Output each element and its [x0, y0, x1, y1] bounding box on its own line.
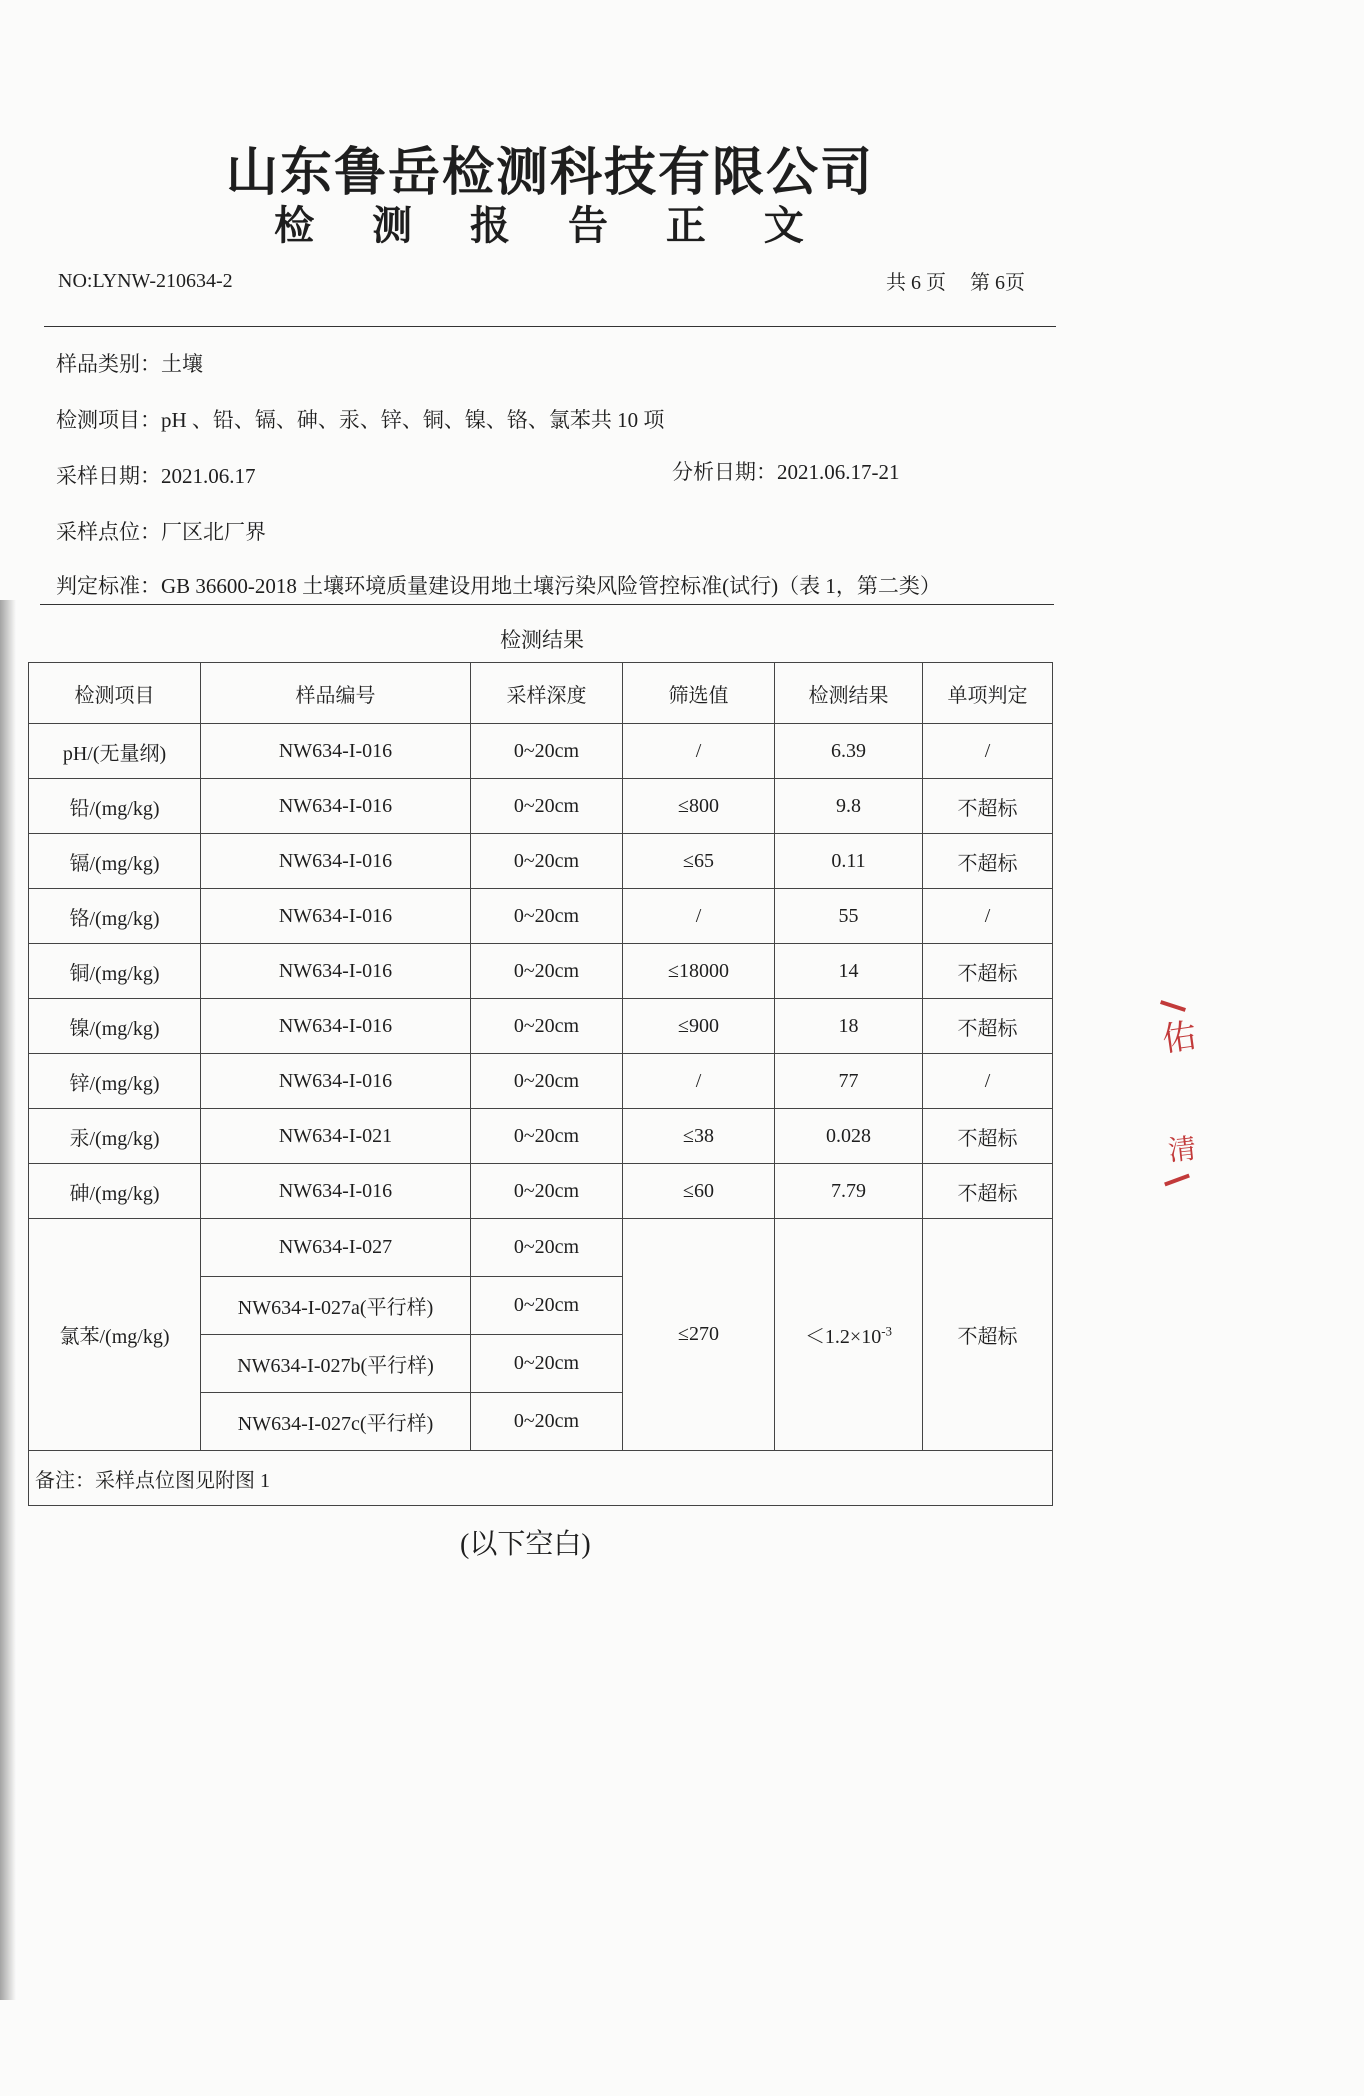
- cell-item: 砷/(mg/kg): [29, 1164, 201, 1219]
- header-judgment: 单项判定: [923, 663, 1053, 724]
- cell-depth: 0~20cm: [471, 724, 623, 779]
- cell-result: 0.11: [775, 834, 923, 889]
- cell-result: 18: [775, 999, 923, 1054]
- cell-sample: NW634-I-027b(平行样): [201, 1335, 471, 1393]
- sampling-site: [56, 516, 266, 546]
- cell-item: 铅/(mg/kg): [29, 779, 201, 834]
- header-result: 检测结果: [775, 663, 923, 724]
- cell-item: pH/(无量纲): [29, 724, 201, 779]
- cell-result: 6.39: [775, 724, 923, 779]
- test-items-label: 检测项目：: [56, 408, 161, 432]
- cell-item: 镉/(mg/kg): [29, 834, 201, 889]
- table-row: [29, 944, 1053, 999]
- cell-screen: ≤65: [623, 834, 775, 889]
- sample-category: [56, 348, 203, 378]
- table-note: 备注：采样点位图见附图 1: [29, 1451, 1053, 1506]
- cell-judgment: 不超标: [923, 944, 1053, 999]
- cell-judgment: 不超标: [923, 1164, 1053, 1219]
- sampling-date: [56, 460, 256, 490]
- stamp-mark: [1164, 1174, 1190, 1187]
- sample-category-label: 样品类别：: [56, 352, 161, 376]
- cell-item: 汞/(mg/kg): [29, 1109, 201, 1164]
- cell-result: 14: [775, 944, 923, 999]
- cell-sample: NW634-I-016: [201, 944, 471, 999]
- cell-screen: ≤800: [623, 779, 775, 834]
- cell-depth: 0~20cm: [471, 779, 623, 834]
- cell-result: 9.8: [775, 779, 923, 834]
- cell-result: 77: [775, 1054, 923, 1109]
- cell-depth: 0~20cm: [471, 889, 623, 944]
- cell-depth: 0~20cm: [471, 1109, 623, 1164]
- sample-category-value: 土壤: [161, 352, 203, 376]
- cell-screen: ≤38: [623, 1109, 775, 1164]
- cell-depth: 0~20cm: [471, 1393, 623, 1451]
- cell-depth: 0~20cm: [471, 999, 623, 1054]
- cell-item: 铬/(mg/kg): [29, 889, 201, 944]
- cell-judgment: /: [923, 1054, 1053, 1109]
- result-base: ＜1.2×10: [804, 1326, 882, 1348]
- sampling-date-value: 2021.06.17: [161, 464, 256, 488]
- cell-judgment: 不超标: [923, 1219, 1053, 1451]
- test-items: [56, 404, 664, 434]
- cell-screen: ≤18000: [623, 944, 775, 999]
- table-note-row: [29, 1451, 1053, 1506]
- results-table: [28, 662, 1053, 1506]
- cell-item: 锌/(mg/kg): [29, 1054, 201, 1109]
- table-row: [29, 999, 1053, 1054]
- cell-sample: NW634-I-027a(平行样): [201, 1277, 471, 1335]
- cell-judgment: 不超标: [923, 779, 1053, 834]
- cell-sample: NW634-I-016: [201, 1164, 471, 1219]
- cell-judgment: 不超标: [923, 1109, 1053, 1164]
- header-sample: 样品编号: [201, 663, 471, 724]
- table-row: [29, 724, 1053, 779]
- cell-sample: NW634-I-016: [201, 834, 471, 889]
- cell-judgment: 不超标: [923, 999, 1053, 1054]
- blank-below-note: (以下空白): [460, 1529, 591, 1560]
- info-divider: [40, 604, 1054, 605]
- test-items-value: pH 、铅、镉、砷、汞、锌、铜、镍、铬、氯苯共 10 项: [161, 408, 665, 432]
- cell-sample: NW634-I-016: [201, 889, 471, 944]
- page-edge-shadow: [0, 600, 16, 2000]
- header-depth: 采样深度: [471, 663, 623, 724]
- report-number: NO:LYNW-210634-2: [58, 270, 233, 292]
- cell-screen: /: [623, 724, 775, 779]
- cell-result: 7.79: [775, 1164, 923, 1219]
- cell-screen: /: [623, 889, 775, 944]
- cell-depth: 0~20cm: [471, 834, 623, 889]
- table-row: [29, 834, 1053, 889]
- table-row: [29, 1164, 1053, 1219]
- table-header-row: [29, 663, 1053, 724]
- stamp-fragment: 清: [1166, 1131, 1198, 1168]
- cell-depth: 0~20cm: [471, 1219, 623, 1277]
- table-row: [29, 1054, 1053, 1109]
- cell-screen: ≤900: [623, 999, 775, 1054]
- judgment-standard-label: 判定标准：: [56, 574, 161, 598]
- analysis-date-label: 分析日期：: [672, 460, 777, 484]
- cell-result: 55: [775, 889, 923, 944]
- analysis-date-value: 2021.06.17-21: [777, 460, 900, 484]
- result-exponent: -3: [881, 1323, 893, 1339]
- cell-judgment: /: [923, 724, 1053, 779]
- cell-item: 镍/(mg/kg): [29, 999, 201, 1054]
- cell-depth: 0~20cm: [471, 944, 623, 999]
- sampling-site-label: 采样点位：: [56, 520, 161, 544]
- analysis-date: [672, 456, 900, 486]
- stamp-fragment: 佑: [1159, 1015, 1200, 1061]
- cell-screen: ≤60: [623, 1164, 775, 1219]
- cell-result: [775, 1219, 923, 1451]
- judgment-standard: [56, 570, 941, 600]
- cell-depth: 0~20cm: [471, 1277, 623, 1335]
- cell-sample: NW634-I-027: [201, 1219, 471, 1277]
- cell-sample: NW634-I-016: [201, 1054, 471, 1109]
- cell-screen: /: [623, 1054, 775, 1109]
- cell-sample: NW634-I-016: [201, 724, 471, 779]
- table-row: [29, 1109, 1053, 1164]
- sampling-date-label: 采样日期：: [56, 464, 161, 488]
- current-page: 第 6页: [970, 272, 1025, 294]
- cell-sample: NW634-I-016: [201, 779, 471, 834]
- cell-depth: 0~20cm: [471, 1054, 623, 1109]
- company-name: 山东鲁岳检测科技有限公司: [225, 142, 874, 203]
- cell-depth: 0~20cm: [471, 1335, 623, 1393]
- cell-screen: ≤270: [623, 1219, 775, 1451]
- cell-item: 氯苯/(mg/kg): [29, 1219, 201, 1451]
- sampling-site-value: 厂区北厂界: [161, 520, 266, 544]
- table-caption: 检测结果: [500, 628, 584, 652]
- total-pages: 共 6 页: [886, 272, 946, 294]
- header-screen: 筛选值: [623, 663, 775, 724]
- cell-item: 铜/(mg/kg): [29, 944, 201, 999]
- cell-judgment: 不超标: [923, 834, 1053, 889]
- page-count: [886, 266, 1025, 295]
- table-row-chlorobenzene: [29, 1219, 1053, 1277]
- cell-sample: NW634-I-027c(平行样): [201, 1393, 471, 1451]
- header-divider: [44, 326, 1056, 327]
- cell-sample: NW634-I-016: [201, 999, 471, 1054]
- cell-judgment: /: [923, 889, 1053, 944]
- header-item: 检测项目: [29, 663, 201, 724]
- cell-result: 0.028: [775, 1109, 923, 1164]
- table-row: [29, 889, 1053, 944]
- cell-sample: NW634-I-021: [201, 1109, 471, 1164]
- cell-depth: 0~20cm: [471, 1164, 623, 1219]
- report-title: 检 测 报 告 正 文: [274, 202, 826, 249]
- judgment-standard-value: GB 36600-2018 土壤环境质量建设用地土壤污染风险管控标准(试行)（表 1，第二类）: [161, 574, 941, 598]
- table-row: [29, 779, 1053, 834]
